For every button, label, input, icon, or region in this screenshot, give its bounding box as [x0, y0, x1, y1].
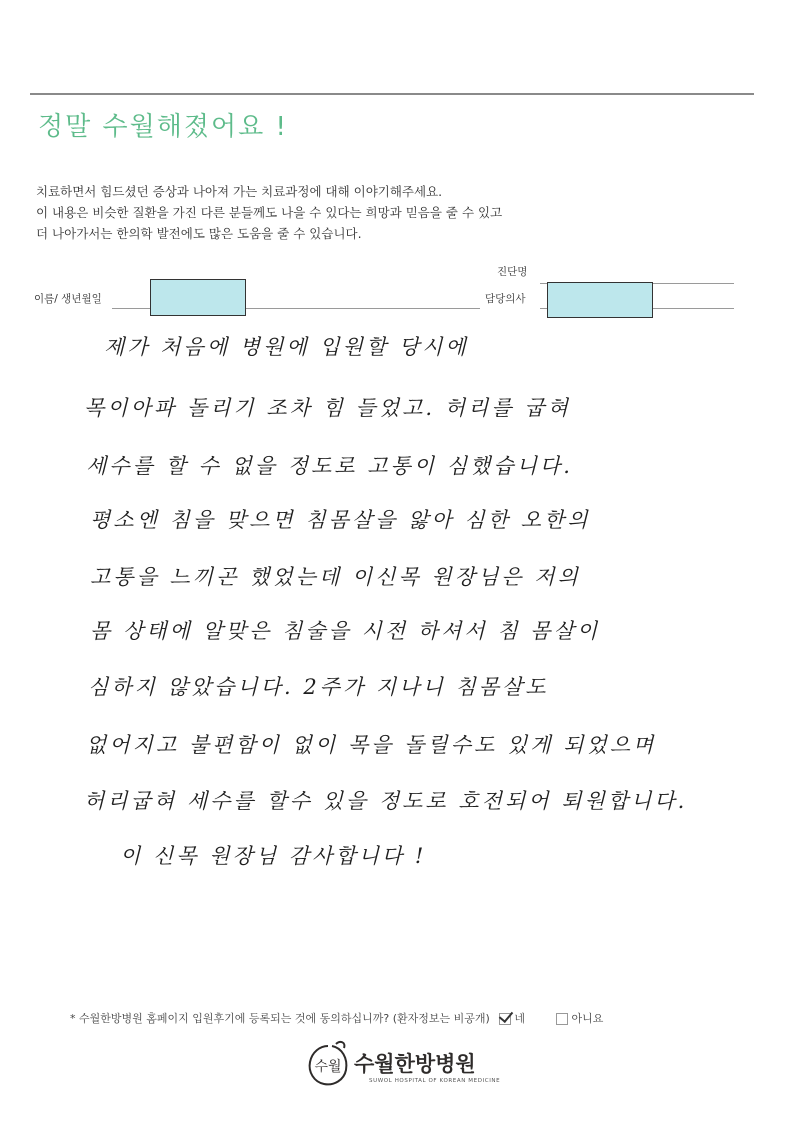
- name-redaction-box: [150, 279, 246, 316]
- handwritten-line: 없어지고 불편함이 없이 목을 돌릴수도 있게 되었으며: [86, 733, 657, 757]
- handwritten-line: 세수를 할 수 없을 정도로 고통이 심했습니다.: [86, 454, 573, 478]
- handwritten-line: 제가 처음에 병원에 입원할 당시에: [104, 335, 469, 359]
- handwritten-line: 목이아파 돌리기 조차 힘 들었고. 허리를 굽혀: [84, 396, 571, 420]
- consent-question: * 수월한방병원 홈페이지 입원후기에 등록되는 것에 동의하십니까? (환자정보는 비공개): [70, 1012, 490, 1025]
- intro-line: 치료하면서 힘드셨던 증상과 나아져 가는 치료과정에 대해 이야기해주세요.: [36, 184, 443, 199]
- consent-no-checkbox[interactable]: [556, 1013, 568, 1025]
- svg-text:수월: 수월: [314, 1059, 342, 1075]
- doctor-label: 담당의사: [485, 293, 526, 305]
- hospital-logo-name: 수월한방병원: [354, 1052, 476, 1076]
- handwritten-line: 고통을 느끼곤 했었는데 이신목 원장님은 저의: [90, 565, 581, 589]
- handwritten-line: 평소엔 침을 맞으면 침몸살을 앓아 심한 오한의: [90, 508, 591, 532]
- consent-yes-checkbox[interactable]: [499, 1013, 511, 1025]
- hospital-logo-subtitle: SUWOL HOSPITAL OF KOREAN MEDICINE: [369, 1078, 501, 1084]
- intro-line: 더 나아가서는 한의학 발전에도 많은 도움을 줄 수 있습니다.: [36, 226, 362, 241]
- page-title: 정말 수월해졌어요 !: [38, 112, 288, 142]
- doctor-redaction-box: [547, 282, 653, 318]
- name-birth-label: 이름/ 생년월일: [34, 293, 102, 305]
- handwritten-line: 심하지 않았습니다. 2주가 지나니 침몸살도: [88, 675, 549, 699]
- diagnosis-label: 진단명: [497, 266, 528, 278]
- top-divider: [30, 93, 754, 95]
- handwritten-line: 허리굽혀 세수를 할수 있을 정도로 호전되어 퇴원합니다.: [84, 789, 688, 813]
- consent-yes-label: 네: [514, 1012, 525, 1025]
- hospital-logo-icon: [306, 1040, 350, 1088]
- consent-row: [70, 1010, 603, 1026]
- consent-no-label: 아니요: [571, 1012, 604, 1025]
- intro-line: 이 내용은 비슷한 질환을 가진 다른 분들께도 나을 수 있다는 희망과 믿음을 줄 수 있고: [36, 205, 503, 220]
- handwritten-line: 이 신목 원장님 감사합니다 !: [120, 844, 427, 868]
- intro-text: [36, 181, 502, 244]
- handwritten-line: 몸 상태에 알맞은 침술을 시전 하셔서 침 몸살이: [90, 619, 601, 643]
